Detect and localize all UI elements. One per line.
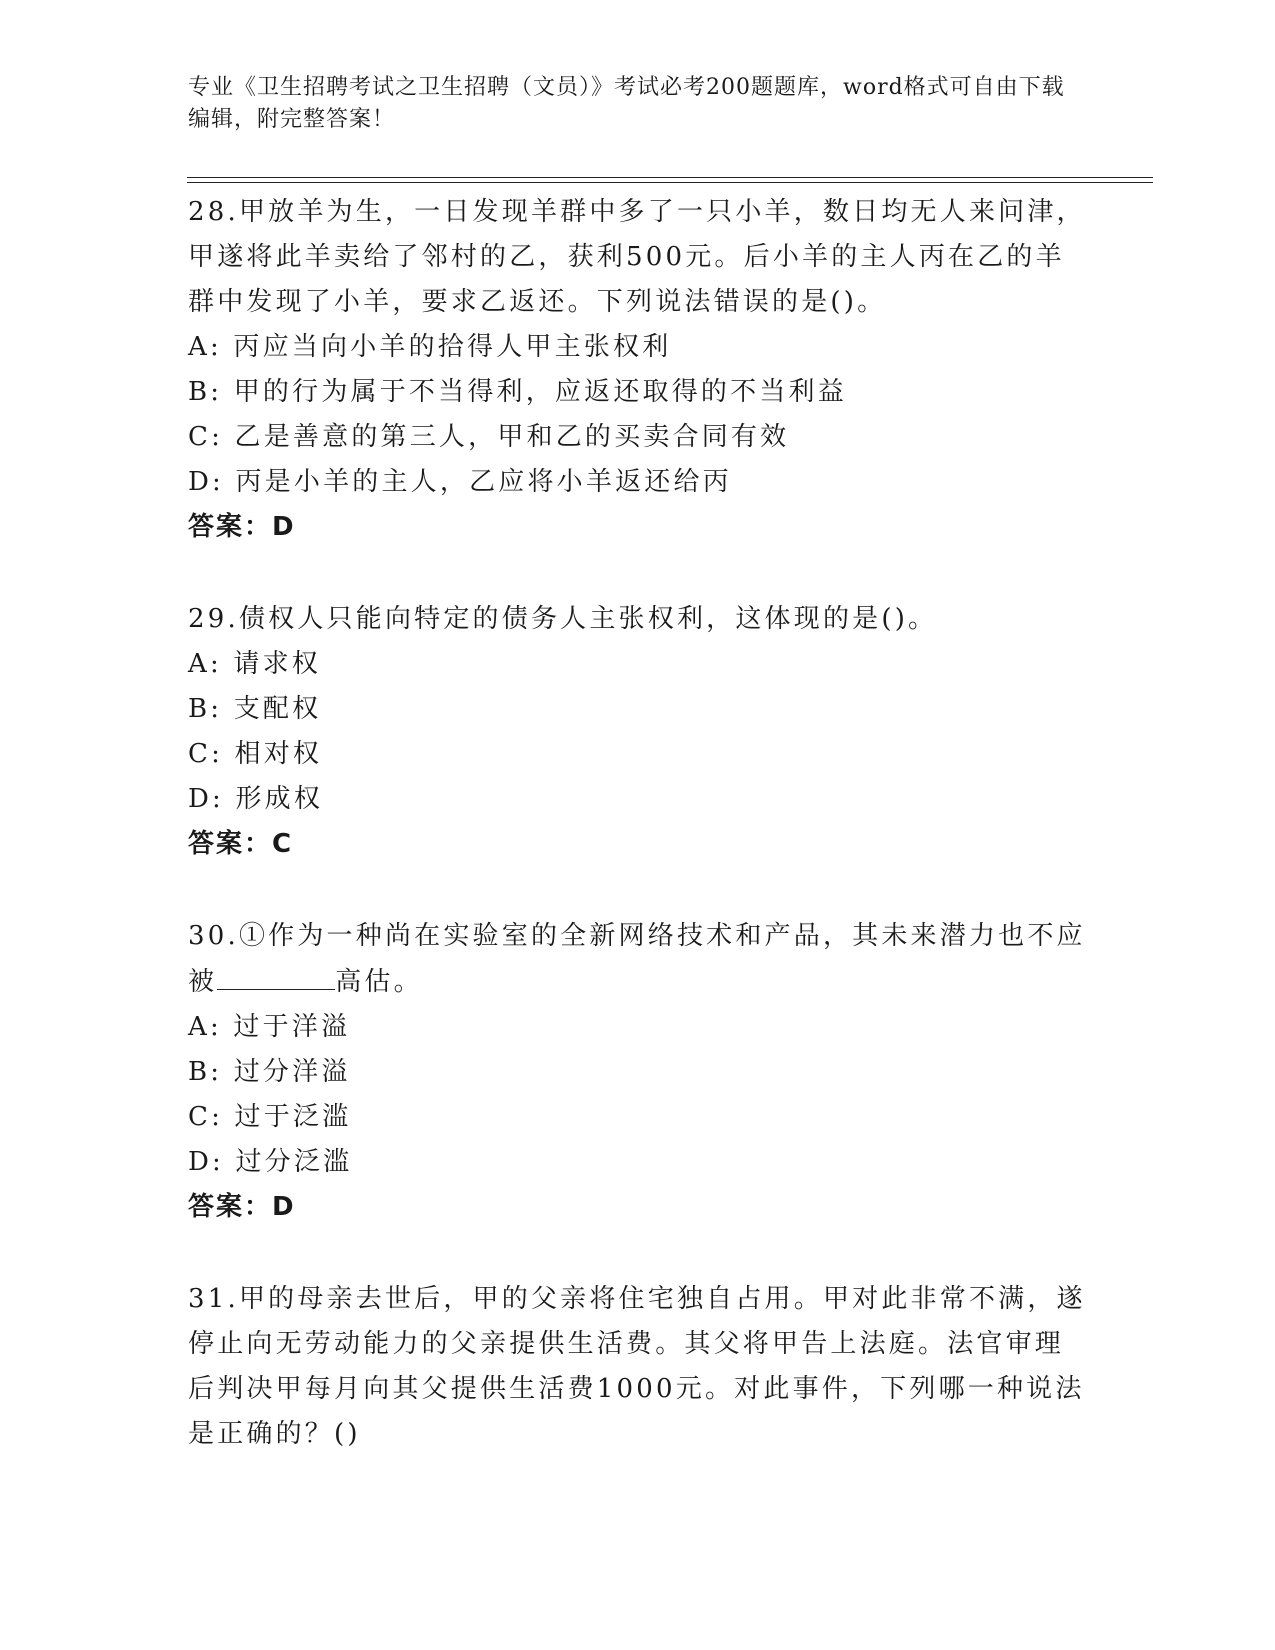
question-stem (188, 914, 1088, 1005)
question-list (188, 190, 1088, 1457)
option-b: B: 过分洋溢 (188, 1057, 351, 1087)
option-d: D: 丙是小羊的主人，乙应将小羊返还给丙 (188, 467, 732, 497)
question-30 (188, 914, 1088, 1230)
question-spacer (188, 550, 1088, 597)
question-spacer (188, 867, 1088, 914)
option-c: C: 相对权 (188, 739, 323, 769)
fill-in-blank (217, 959, 335, 990)
option-b: B: 甲的行为属于不当得利，应返还取得的不当利益 (188, 377, 847, 407)
question-stem: 31.甲的母亲去世后，甲的父亲将住宅独自占用。甲对此非常不满，遂停止向无劳动能力的父亲提供生活费。其父将甲告上法庭。法官审理后判决甲每月向其父提供生活费1000元。对此事件，下列哪一种说法是正确的？() (188, 1284, 1086, 1449)
stem-text-after: 高估。 (335, 967, 423, 997)
document-header: 专业《卫生招聘考试之卫生招聘（文员）》考试必考200题题库，word格式可自由下载编辑，附完整答案！ (188, 75, 1065, 132)
answer-label: 答案：D (188, 1192, 296, 1222)
option-a: A: 丙应当向小羊的拾得人甲主张权利 (188, 332, 672, 362)
option-b: B: 支配权 (188, 694, 322, 724)
option-c: C: 过于泛滥 (188, 1102, 352, 1132)
option-a: A: 请求权 (188, 649, 322, 679)
option-c: C: 乙是善意的第三人，甲和乙的买卖合同有效 (188, 422, 790, 452)
option-d: D: 过分泛滥 (188, 1147, 353, 1177)
question-29 (188, 597, 1088, 867)
question-spacer (188, 1230, 1088, 1277)
option-a: A: 过于洋溢 (188, 1012, 351, 1042)
question-28 (188, 190, 1088, 550)
stem-text-before: 30.①作为一种尚在实验室的全新网络技术和产品，其未来潜力也不应被 (188, 921, 1086, 997)
question-stem: 29.债权人只能向特定的债务人主张权利，这体现的是()。 (188, 604, 938, 634)
answer-label: 答案：D (188, 512, 296, 542)
answer-label: 答案：C (188, 829, 294, 859)
option-d: D: 形成权 (188, 784, 324, 814)
header-divider-top (187, 177, 1153, 178)
question-31 (188, 1277, 1088, 1457)
question-stem: 28.甲放羊为生，一日发现羊群中多了一只小羊，数日均无人来问津，甲遂将此羊卖给了邻村的乙，获利500元。后小羊的主人丙在乙的羊群中发现了小羊，要求乙返还。下列说法错误的是()。 (188, 197, 1086, 317)
header-divider-bottom (187, 182, 1153, 183)
